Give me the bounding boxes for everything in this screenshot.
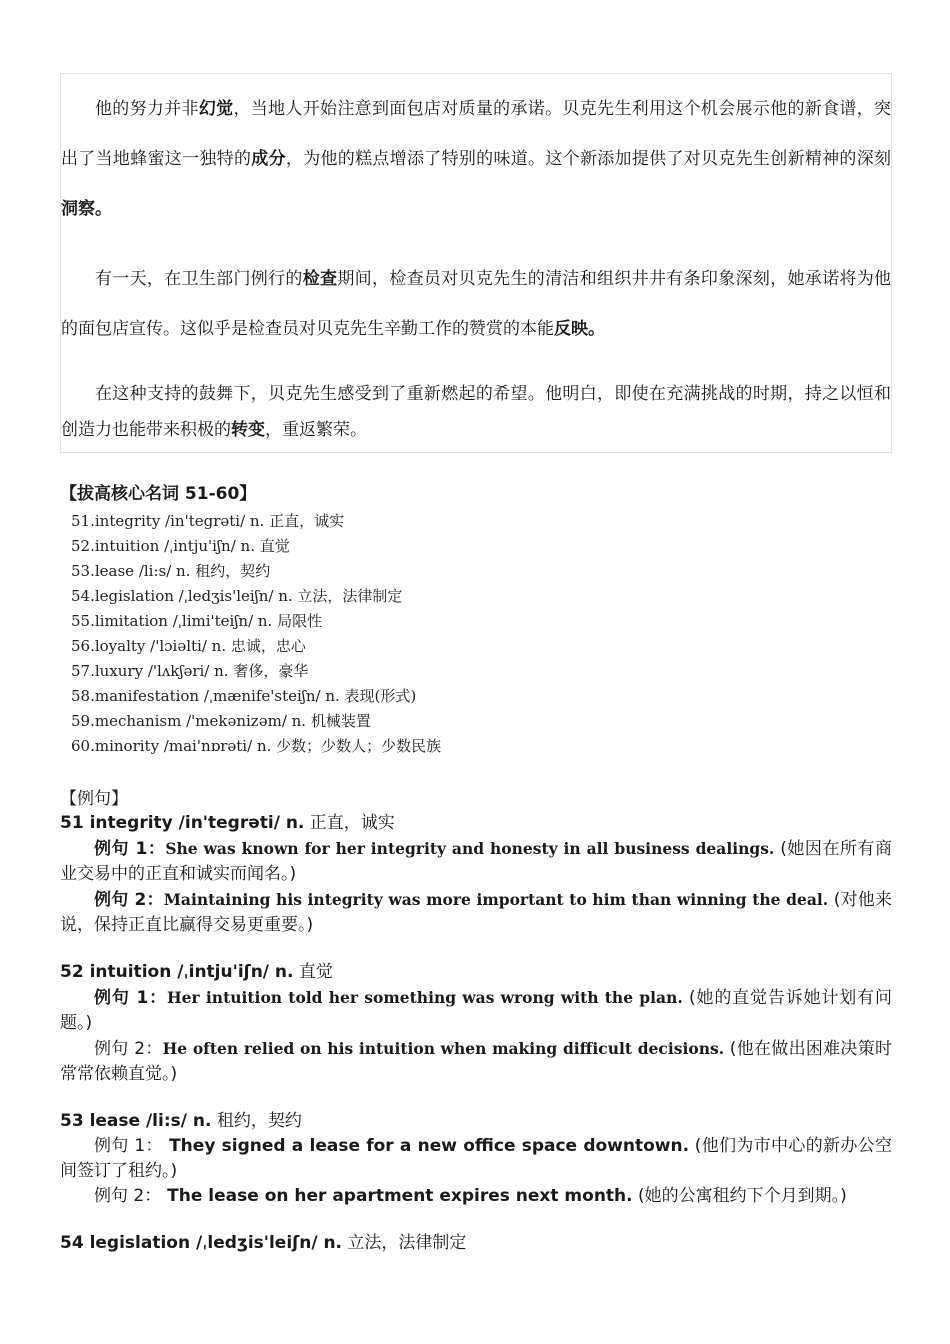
sentence-english: She was known for her integrity and honesty in all business dealings. [165,839,775,858]
story-paragraph [61,376,891,448]
word-list [71,509,892,759]
entry-term: 51 integrity /in'tegrəti/ n. [60,813,305,833]
example-sentence [60,1036,892,1087]
sentence-translation: (他在做出困难决策时常常依赖直觉。) [60,1039,892,1084]
word-list-item: 60.minority /mai'nɒrəti/ n. 少数；少数人；少数民族 [71,737,442,755]
story-text: 他的努力并非 [95,99,199,119]
sentence-translation: (对他来说，保持正直比赢得交易更重要。) [60,890,893,935]
example-entries [60,811,892,1256]
story-text: 有一天，在卫生部门例行的 [95,269,303,289]
story-text: ，为他的糕点增添了特别的味道。这个新添加提供了对贝克先生创新精神的深刻 [285,149,892,169]
example-entry [60,811,892,938]
sentence-label: 例句 2： [94,890,164,910]
example-entry [60,1109,892,1209]
sentence-label: 例句 1： [94,1136,163,1156]
word-list-item: 55.limitation /ˌlimi'teiʃn/ n. 局限性 [71,612,323,630]
example-entry [60,1231,892,1256]
story-paragraph [61,84,891,234]
sentence-english: They signed a lease for a new office space downtown. [162,1136,690,1156]
keyword: 反映。 [554,319,605,339]
word-list-item: 53.lease /li:s/ n. 租约，契约 [71,562,271,580]
word-list-item: 57.luxury /'lʌkʃəri/ n. 奢侈，豪华 [71,662,309,680]
sentence-label: 例句 2： [94,1186,162,1206]
example-sentence [60,836,892,887]
keyword: 成分 [251,149,286,169]
story-text: ，当地人开始注意到面包店对质量的承诺。贝克先生利用这个机会展示他的新食谱，突出了当地蜂蜜这一独特的 [61,99,892,169]
entry-headword [60,1231,892,1256]
keyword: 洞察。 [61,199,112,219]
sentence-label: 例句 1： [94,839,166,859]
entry-term: 53 lease /li:s/ n. [60,1111,212,1131]
story-text: 期间，检查员对贝克先生的清洁和组织井井有条印象深刻，她承诺将为他的面包店宣传。这似乎是检查员对贝克先生辛勤工作的赞赏的本能 [61,269,892,339]
sentence-english: Her intuition told her something was wrong with the plan. [167,988,683,1007]
sentence-english: The lease on her apartment expires next month. [161,1186,633,1206]
example-sentence [60,985,892,1036]
section-title: 【拔高核心名词 51-60】 [60,484,257,504]
story-text: 在这种支持的鼓舞下，贝克先生感受到了重新燃起的希望。他明白，即使在充满挑战的时期，持之以恒和创造力也能带来积极的 [61,384,891,440]
sentence-translation: (她的直觉告诉她计划有问题。) [60,988,892,1033]
entry-headword [60,960,892,985]
example-sentence [60,887,892,938]
story-box [60,73,892,453]
story-text: ，重返繁荣。 [265,420,367,440]
word-list-item: 52.intuition /ˌintju'iʃn/ n. 直觉 [71,537,290,555]
sentence-english: He often relied on his intuition when making difficult decisions. [162,1039,725,1058]
example-sentence [60,1184,892,1209]
entry-headword [60,1109,892,1134]
sentence-translation: (她的公寓租约下个月到期。) [632,1186,847,1206]
entry-meaning: 直觉 [293,962,333,982]
entry-term: 54 legislation /ˌledʒis'leiʃn/ n. [60,1233,343,1253]
sentence-translation: (他们为市中心的新办公空间签订了租约。) [60,1136,892,1181]
example-entry [60,960,892,1087]
entry-meaning: 正直，诚实 [304,813,395,833]
entry-meaning: 租约，契约 [211,1111,302,1131]
word-list-item: 51.integrity /in'tegrəti/ n. 正直，诚实 [71,512,345,530]
keyword: 转变 [231,420,265,440]
examples-title: 【例句】 [60,789,128,809]
entry-headword [60,811,892,836]
word-list-item: 56.loyalty /'lɔiəlti/ n. 忠诚，忠心 [71,637,306,655]
word-list-item: 59.mechanism /'mekənizəm/ n. 机械装置 [71,712,371,730]
page [60,73,892,1256]
example-sentence [60,1134,892,1184]
story-paragraph [61,254,891,354]
word-list-item: 54.legislation /ˌledʒis'leiʃn/ n. 立法，法律制定 [71,587,403,605]
sentence-label: 例句 1： [94,988,167,1008]
entry-meaning: 立法，法律制定 [342,1233,467,1253]
sentence-english: Maintaining his integrity was more important to him than winning the deal. [163,890,829,909]
sentence-translation: (她因在所有商业交易中的正直和诚实而闻名。) [60,839,892,884]
keyword: 幻觉 [198,99,234,119]
keyword: 检查 [302,269,338,289]
word-list-item: 58.manifestation /ˌmænife'steiʃn/ n. 表现(形式) [71,687,417,705]
entry-term: 52 intuition /ˌintju'iʃn/ n. [60,962,294,982]
sentence-label: 例句 2： [94,1039,163,1059]
